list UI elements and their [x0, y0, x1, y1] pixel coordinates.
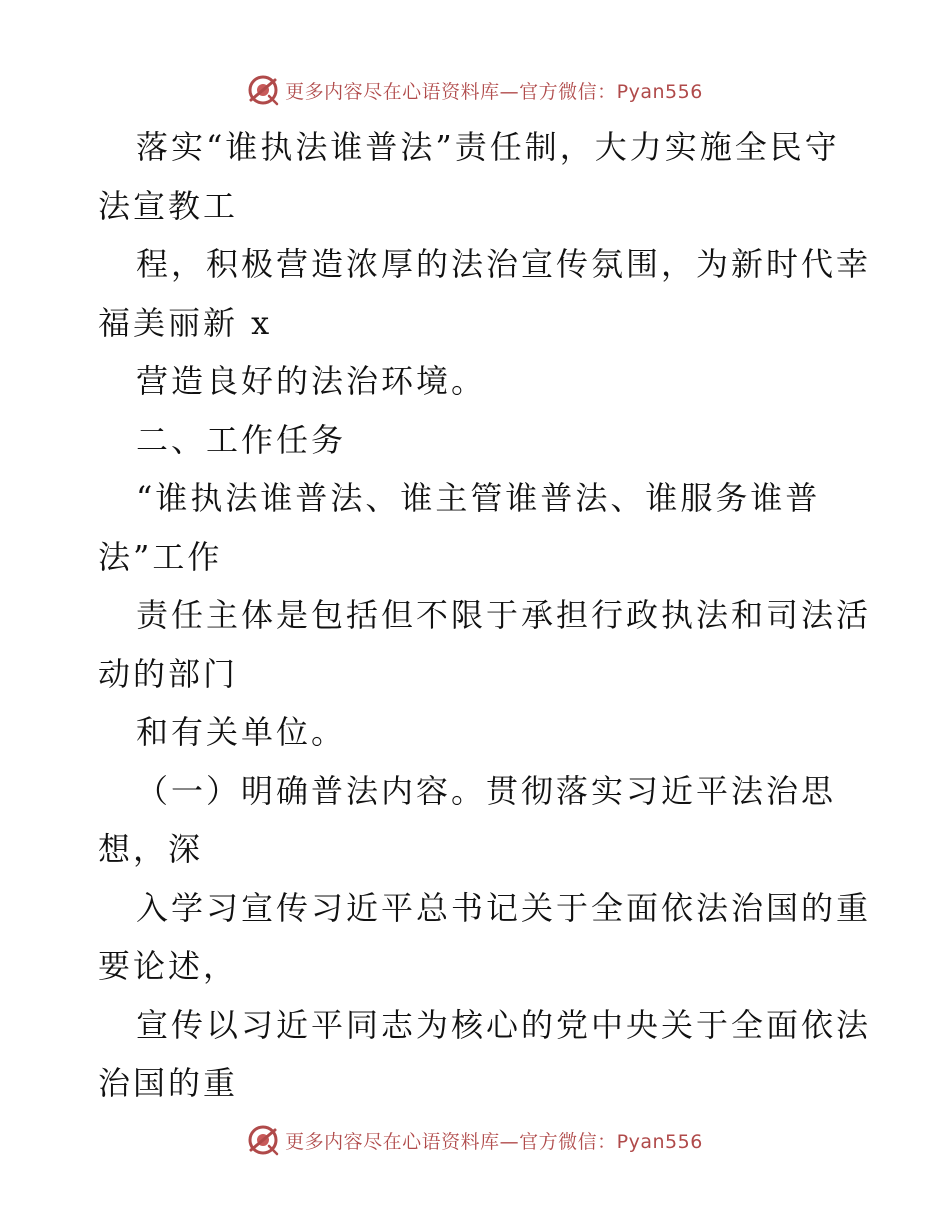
body-line: 程，积极营造浓厚的法治宣传氛围，为新时代幸 [136, 245, 872, 283]
body-line: 法”工作 [98, 537, 223, 576]
brand-logo-icon [247, 1124, 279, 1156]
document-body [98, 118, 872, 1113]
body-line: “谁执法谁普法、谁主管谁普法、谁服务谁普 [136, 479, 821, 517]
body-line: 法宣教工 [98, 186, 239, 225]
footer-banner [0, 1120, 950, 1160]
body-line: 想，深 [98, 830, 204, 868]
body-line: 福美丽新 x [98, 303, 273, 342]
body-line: 入学习宣传习近平总书记关于全面依法治国的重 [136, 888, 872, 927]
body-line: 责任主体是包括但不限于承担行政执法和司法活 [136, 596, 872, 634]
brand-logo-icon [247, 74, 279, 106]
body-line: 动的部门 [98, 654, 239, 693]
body-line: 治国的重 [98, 1064, 239, 1102]
body-line: 营造良好的法治环境。 [136, 362, 487, 400]
subsection-heading: （一）明确普法内容。贯彻落实习近平法治思 [136, 771, 837, 810]
body-line: 宣传以习近平同志为核心的党中央关于全面依法 [136, 1005, 872, 1044]
body-line: 落实“谁执法谁普法”责任制，大力实施全民守 [136, 128, 840, 166]
body-line: 和有关单位。 [136, 713, 347, 751]
footer-banner-text: 更多内容尽在心语资料库—官方微信：Pyan556 [285, 1130, 703, 1153]
header-banner-text: 更多内容尽在心语资料库—官方微信：Pyan556 [285, 80, 703, 103]
section-heading: 二、工作任务 [136, 420, 347, 459]
body-line: 要论述， [98, 947, 239, 985]
header-banner [0, 70, 950, 110]
